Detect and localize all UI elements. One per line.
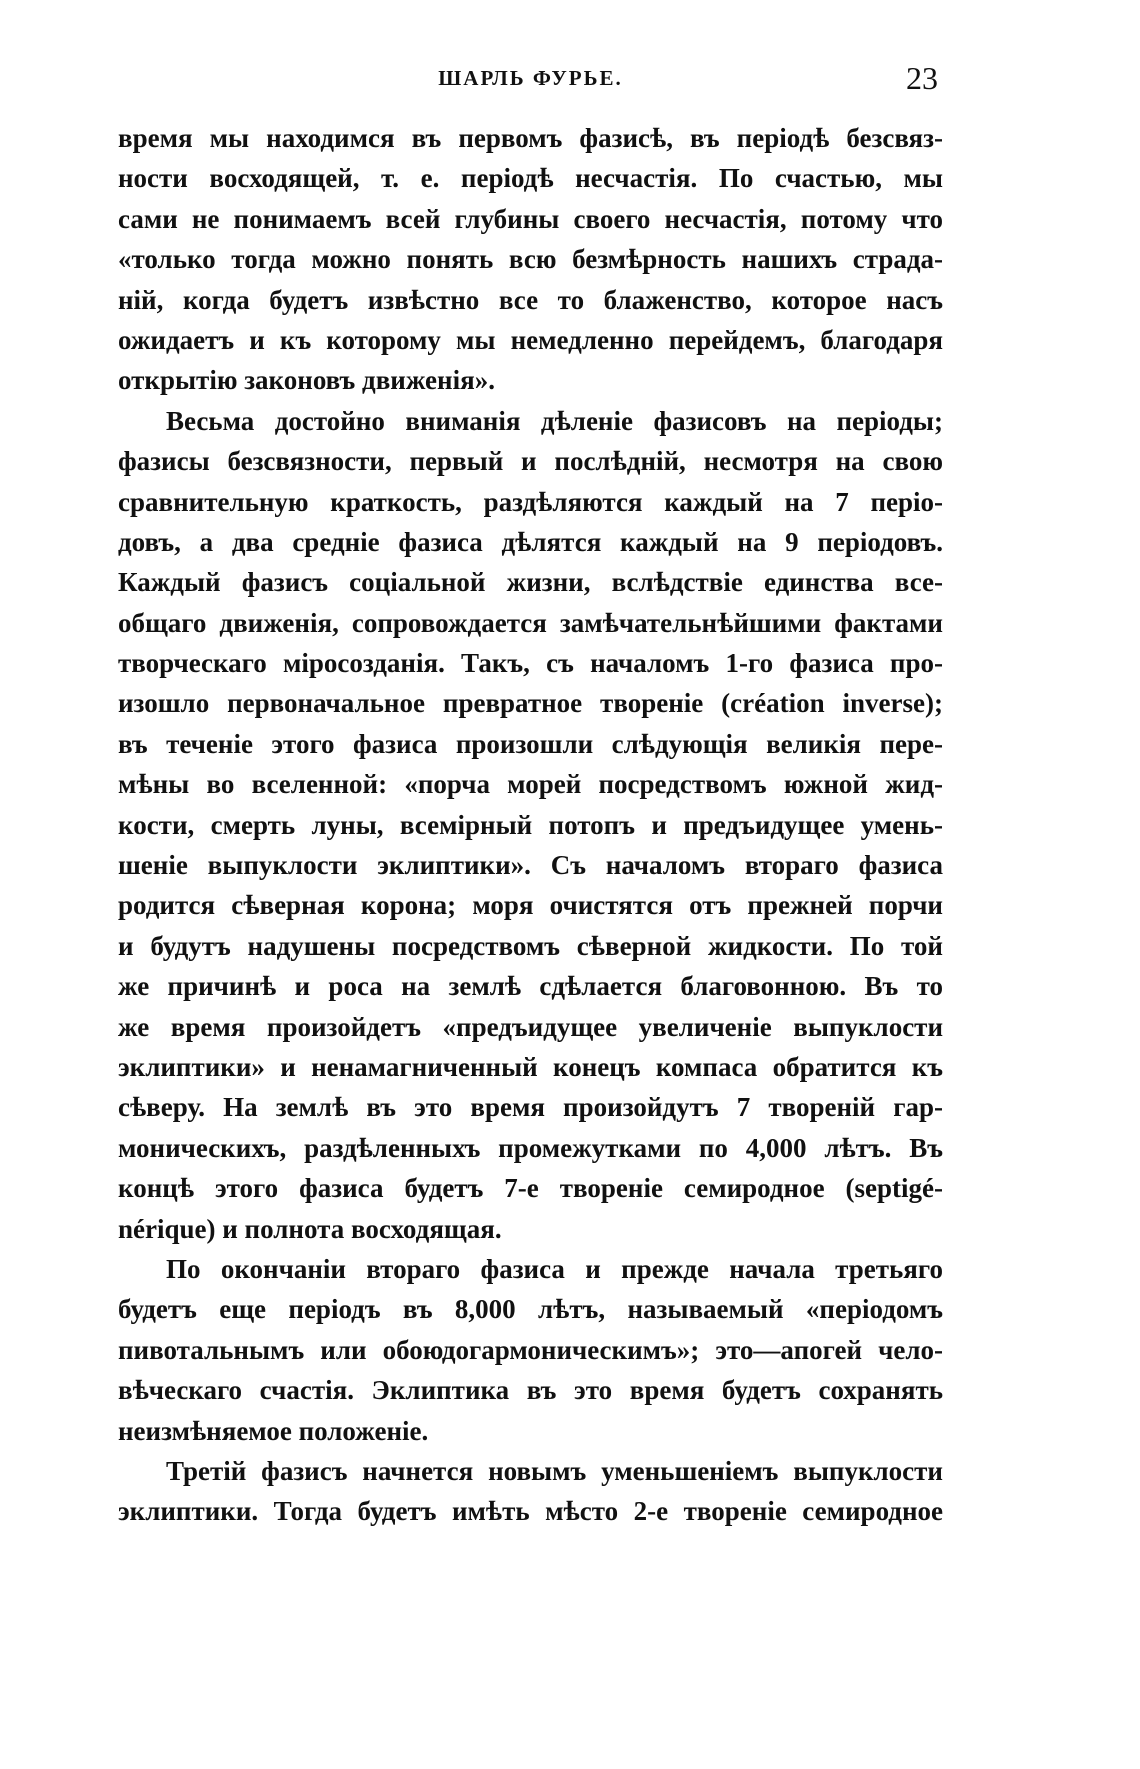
text-line: моническихъ, раздѣленныхъ промежутками по 4,000 лѣтъ. Въ bbox=[118, 1132, 943, 1163]
text-line: сѣверу. На землѣ въ это время произойдутъ 7 твореній гар- bbox=[118, 1092, 943, 1123]
text-line: фазисы безсвязности, первый и послѣдній, несмотря на свою bbox=[118, 446, 943, 477]
text-line: эклиптики» и ненамагниченный конецъ компаса обратится къ bbox=[118, 1051, 943, 1082]
running-title: ШАРЛЬ ФУРЬЕ. bbox=[438, 66, 623, 90]
text-line: родится сѣверная корона; моря очистятся отъ прежней порчи bbox=[118, 890, 943, 921]
paragraph bbox=[118, 401, 943, 1249]
text-line: эклиптики. Тогда будетъ имѣть мѣсто 2-е твореніе семиродное bbox=[118, 1496, 943, 1527]
text-line: nérique) и полнота восходящая. bbox=[118, 1213, 502, 1244]
text-line: открытію законовъ движенія». bbox=[118, 365, 495, 396]
text-line: сами не понимаемъ всей глубины своего несчастія, потому что bbox=[118, 203, 943, 234]
text-line: въ теченіе этого фазиса произошли слѣдующія великія пере- bbox=[118, 728, 943, 759]
text-line: будетъ еще періодъ въ 8,000 лѣтъ, называемый «періодомъ bbox=[118, 1294, 943, 1325]
text-line: По окончаніи втораго фазиса и прежде начала третьяго bbox=[166, 1253, 943, 1284]
text-line: время мы находимся въ первомъ фазисѣ, въ періодѣ безсвяз- bbox=[118, 123, 943, 153]
text-line: же причинѣ и роса на землѣ сдѣлается благовонною. Въ то bbox=[118, 971, 943, 1002]
text-line: сравнительную краткость, раздѣляются каждый на 7 періо- bbox=[118, 486, 943, 517]
text-line: же время произойдетъ «предъидущее увеличеніе выпуклости bbox=[118, 1011, 943, 1042]
text-line: неизмѣняемое положеніе. bbox=[118, 1415, 429, 1446]
running-head bbox=[118, 60, 943, 102]
text-line: концѣ этого фазиса будетъ 7-е твореніе семиродное (septigé- bbox=[118, 1173, 943, 1204]
page-number: 23 bbox=[906, 60, 938, 96]
text-line: довъ, а два средніе фазиса дѣлятся каждый на 9 періодовъ. bbox=[118, 526, 943, 557]
text-line: кости, смерть луны, всемірный потопъ и предъидущее умень- bbox=[118, 809, 943, 840]
text-line: ожидаетъ и къ которому мы немедленно перейдемъ, благодаря bbox=[118, 324, 943, 355]
text-line: мѣны во вселенной: «порча морей посредствомъ южной жид- bbox=[118, 769, 943, 800]
text-line: Каждый фазисъ соціальной жизни, вслѣдствіе единства все- bbox=[118, 567, 943, 598]
body-text bbox=[118, 118, 943, 1532]
text-line: общаго движенія, сопровождается замѣчательнѣйшими фактами bbox=[118, 607, 943, 638]
paragraph bbox=[118, 118, 943, 401]
paragraph bbox=[118, 1249, 943, 1451]
text-line: ній, когда будетъ извѣстно все то блаженство, которое насъ bbox=[118, 284, 943, 315]
text-line: Третій фазисъ начнется новымъ уменьшеніемъ выпуклости bbox=[166, 1455, 943, 1486]
text-line: и будутъ надушены посредствомъ сѣверной жидкости. По той bbox=[118, 930, 943, 961]
text-line: вѣческаго счастія. Эклиптика въ это время будетъ сохранять bbox=[118, 1375, 943, 1406]
text-line: изошло первоначальное превратное твореніе (création inverse); bbox=[118, 688, 943, 719]
text-line: Весьма достойно вниманія дѣленіе фазисовъ на періоды; bbox=[166, 405, 943, 436]
paragraph bbox=[118, 1451, 943, 1532]
text-line: шеніе выпуклости эклиптики». Съ началомъ втораго фазиса bbox=[118, 850, 943, 881]
text-line: ности восходящей, т. е. періодѣ несчастія. По счастью, мы bbox=[118, 163, 943, 194]
text-line: творческаго міросозданія. Такъ, съ началомъ 1-го фазиса про- bbox=[118, 648, 943, 679]
text-line: «только тогда можно понять всю безмѣрность нашихъ страда- bbox=[118, 244, 943, 275]
text-line: пивотальнымъ или обоюдогармоническимъ»; это—апогей чело- bbox=[118, 1334, 943, 1365]
